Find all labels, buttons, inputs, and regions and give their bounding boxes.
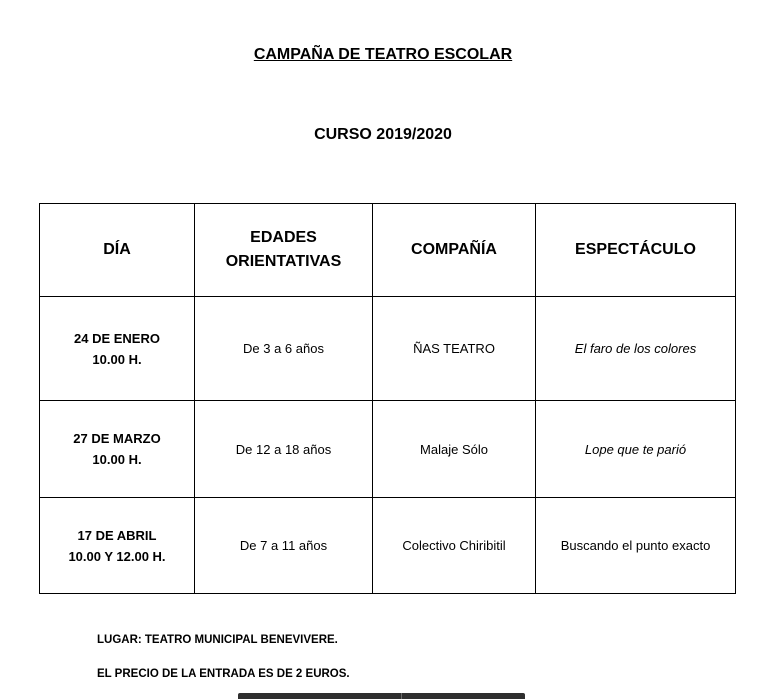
document-title: CAMPAÑA DE TEATRO ESCOLAR <box>253 46 513 63</box>
table-row <box>40 297 736 401</box>
table-row <box>40 401 736 498</box>
header-day: DÍA <box>40 204 195 297</box>
header-show: ESPECTÁCULO <box>536 204 736 297</box>
cell-date <box>40 297 195 401</box>
price-note: EL PRECIO DE LA ENTRADA ES DE 2 EUROS. <box>97 668 350 680</box>
cell-company: Malaje Sólo <box>373 401 536 498</box>
cell-company: ÑAS TEATRO <box>373 297 536 401</box>
date-text: 17 DE ABRIL <box>77 527 157 543</box>
table-header-row <box>40 204 736 297</box>
cell-company: Colectivo Chiribitil <box>373 498 536 594</box>
cell-ages: De 3 a 6 años <box>195 297 373 401</box>
cell-ages: De 7 a 11 años <box>195 498 373 594</box>
place-note: LUGAR: TEATRO MUNICIPAL BENEVIVERE. <box>97 634 338 646</box>
document-subtitle: CURSO 2019/2020 <box>314 126 452 143</box>
header-ages-line2: ORIENTATIVAS <box>225 253 342 270</box>
cell-show: El faro de los colores <box>536 297 736 401</box>
cell-show: Buscando el punto exacto <box>536 498 736 594</box>
table-row <box>40 498 736 594</box>
header-ages-line1: EDADES <box>250 229 317 246</box>
header-company: COMPAÑÍA <box>373 204 536 297</box>
cell-date <box>40 401 195 498</box>
time-text: 10.00 H. <box>92 351 142 367</box>
date-text: 27 DE MARZO <box>73 431 161 446</box>
schedule-table <box>39 203 736 594</box>
viewer-toolbar[interactable] <box>238 693 525 699</box>
cell-ages: De 12 a 18 años <box>195 401 373 498</box>
time-text: 10.00 Y 12.00 H. <box>68 548 166 564</box>
date-text: 24 DE ENERO <box>74 330 160 346</box>
toolbar-divider <box>401 693 402 699</box>
cell-date <box>40 498 195 594</box>
cell-show: Lope que te parió <box>536 401 736 498</box>
time-text: 10.00 H. <box>92 452 142 467</box>
header-ages <box>195 204 373 297</box>
